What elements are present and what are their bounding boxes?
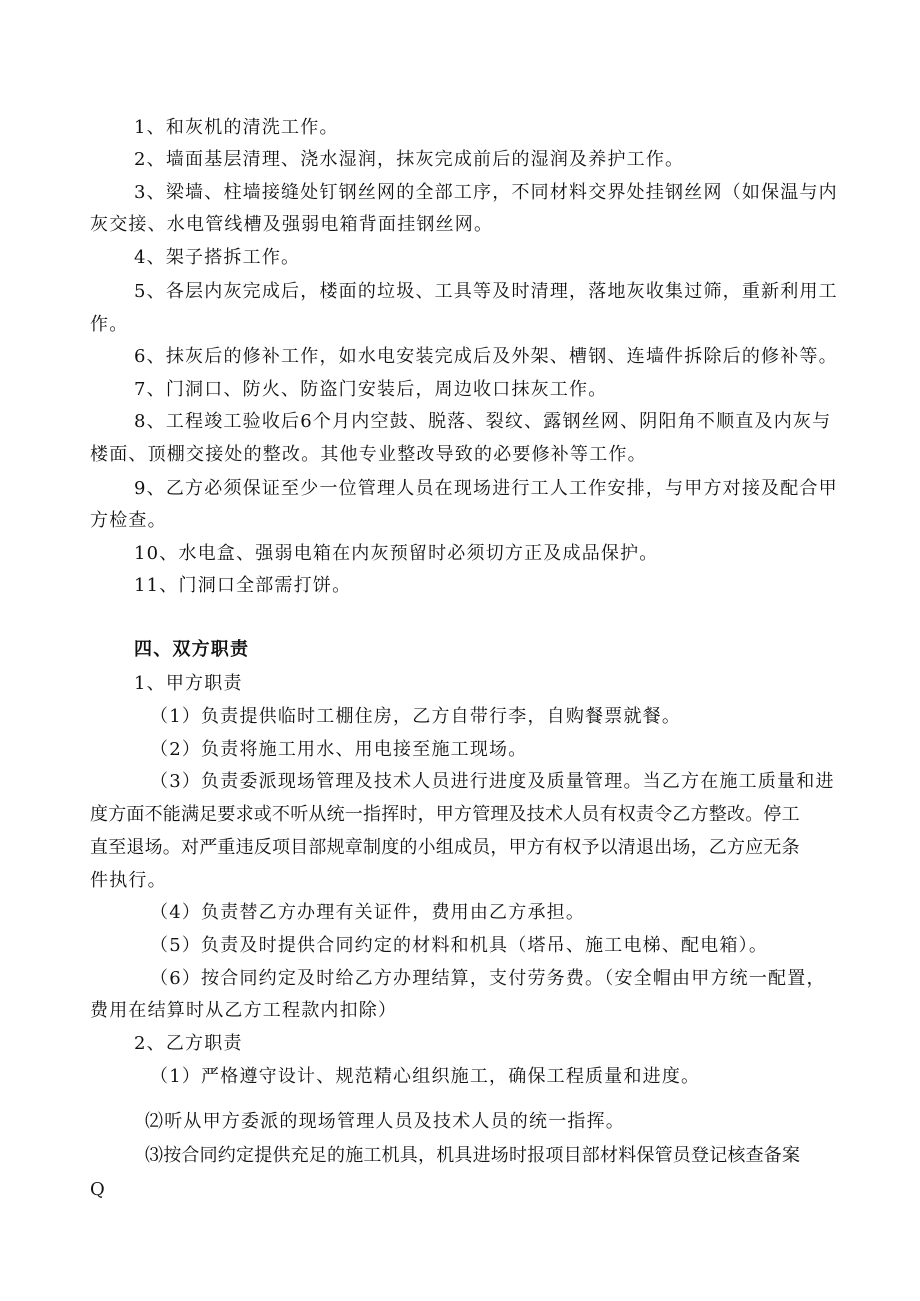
item-9-line-1: 9、乙方必须保证至少一位管理人员在现场进行工人工作安排，与甲方对接及配合甲	[134, 478, 838, 499]
party-a-title: 1、甲方职责	[134, 673, 243, 694]
item-3-line-1: 3、梁墙、柱墙接缝处钉钢丝网的全部工序，不同材料交界处挂钢丝网（如保温与内	[134, 182, 838, 203]
item-2: 2、墙面基层清理、浇水湿润，抹灰完成前后的湿润及养护工作。	[134, 149, 685, 170]
party-b-title: 2、乙方职责	[134, 1033, 243, 1054]
item-3-line-2: 灰交接、水电管线槽及强弱电箱背面挂钢丝网。	[90, 214, 494, 235]
item-5-line-2: 作。	[90, 314, 129, 335]
party-a-item-4: （4）负责替乙方办理有关证件，费用由乙方承担。	[150, 902, 586, 923]
item-6: 6、抹灰后的修补工作，如水电安装完成后及外架、槽钢、连墙件拆除后的修补等。	[134, 346, 838, 367]
party-a-item-1: （1）负责提供临时工棚住房，乙方自带行李，自购餐票就餐。	[150, 706, 682, 727]
party-a-item-3-line-2: 度方面不能满足要求或不听从统一指挥时，甲方管理及技术人员有权责令乙方整改。停工	[90, 804, 800, 825]
item-10: 10、水电盒、强弱电箱在内灰预留时必须切方正及成品保护。	[134, 543, 659, 564]
item-1: 1、和灰机的清洗工作。	[134, 117, 339, 138]
item-8-line-1: 8、工程竣工验收后6个月内空鼓、脱落、裂纹、露钢丝网、阴阳角不顺直及内灰与	[134, 411, 832, 432]
party-b-item-3-line-2: Q	[90, 1179, 106, 1200]
party-a-item-6-line-2: 费用在结算时从乙方工程款内扣除）	[90, 1000, 398, 1021]
party-a-item-3-line-3: 直至退场。对严重违反项目部规章制度的小组成员，甲方有权予以清退出场，乙方应无条	[90, 837, 800, 858]
section-4-heading: 四、双方职责	[134, 639, 250, 660]
item-7: 7、门洞口、防火、防盗门安装后，周边收口抹灰工作。	[134, 379, 608, 400]
item-4: 4、架子搭拆工作。	[134, 247, 301, 268]
item-11: 11、门洞口全部需打饼。	[134, 575, 352, 596]
party-a-item-5: （5）负责及时提供合同约定的材料和机具（塔吊、施工电梯、配电箱）。	[150, 935, 769, 956]
party-b-item-2: ⑵听从甲方委派的现场管理人员及技术人员的统一指挥。	[145, 1111, 625, 1132]
party-b-item-3-line-1: ⑶按合同约定提供充足的施工机具，机具进场时报项目部材料保管员登记核查备案	[145, 1145, 801, 1166]
item-5-line-1: 5、各层内灰完成后，楼面的垃圾、工具等及时清理，落地灰收集过筛，重新利用工	[134, 281, 838, 302]
party-a-item-3-line-4: 件执行。	[90, 870, 167, 891]
party-a-item-2: （2）负责将施工用水、用电接至施工现场。	[150, 739, 528, 760]
party-b-item-1: （1）严格遵守设计、规范精心组织施工，确保工程质量和进度。	[150, 1066, 701, 1087]
party-a-item-6-line-1: （6）按合同约定及时给乙方办理结算，支付劳务费。（安全帽由甲方统一配置，	[150, 968, 826, 989]
item-8-line-2: 楼面、顶棚交接处的整改。其他专业整改导致的必要修补等工作。	[90, 444, 647, 465]
item-9-line-2: 方检查。	[90, 510, 167, 531]
party-a-item-3-line-1: （3）负责委派现场管理及技术人员进行进度及质量管理。当乙方在施工质量和进	[150, 771, 835, 792]
